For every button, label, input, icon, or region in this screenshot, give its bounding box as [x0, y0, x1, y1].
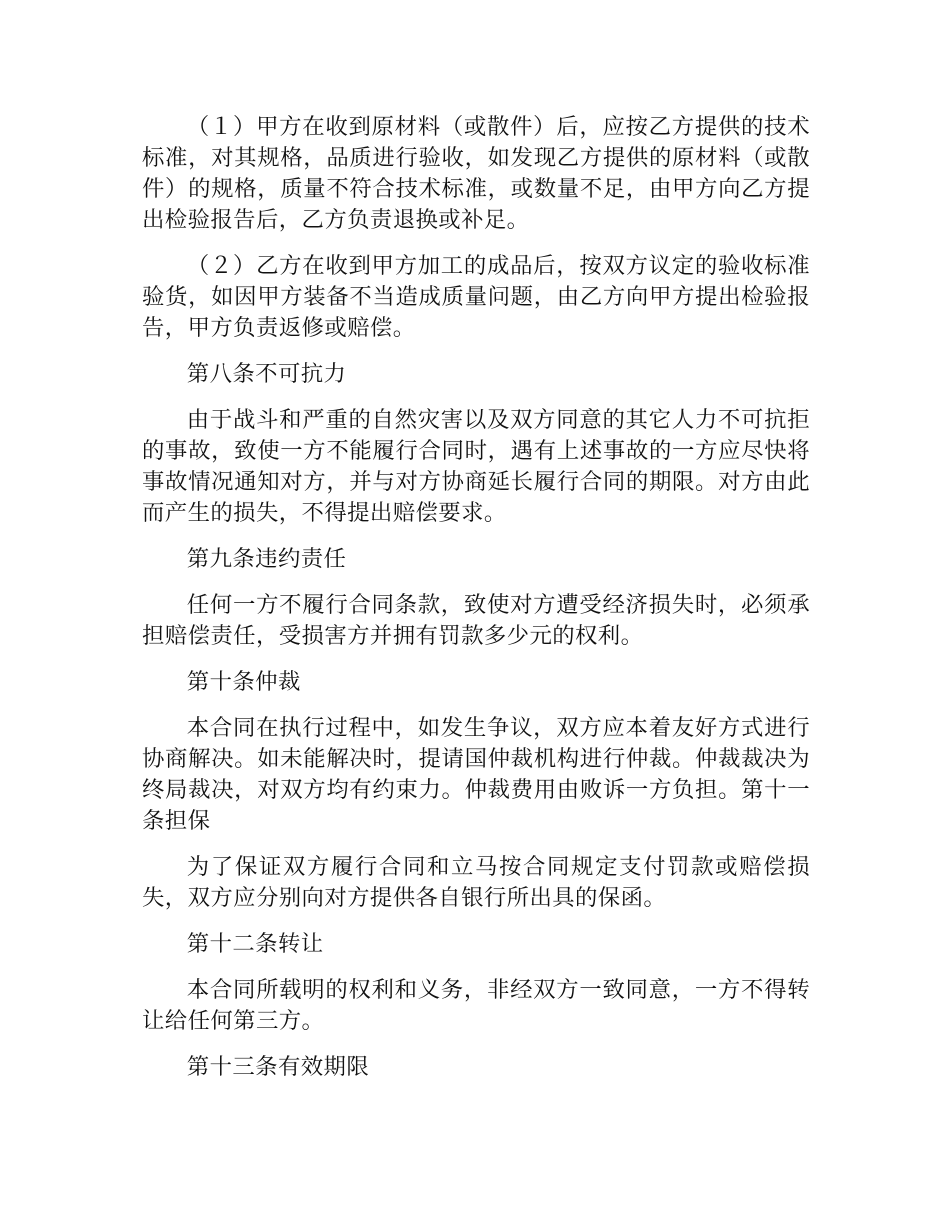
section-heading-transfer: 第十二条转让	[186, 931, 324, 957]
section-heading-liability: 第九条违约责任	[186, 546, 347, 572]
document-page	[142, 112, 810, 1098]
clause-paragraph-liability: 任何一方不履行合同条款，致使对方遭受经济损失时，必须承担赔偿责任，受损害方并拥有罚款多少元的权利。	[142, 592, 810, 649]
clause-paragraph-guarantee: 为了保证双方履行合同和立马按合同规定支付罚款或赔偿损失，双方应分别向对方提供各自银行所出具的保函。	[142, 854, 810, 911]
clause-paragraph-transfer: 本合同所载明的权利和义务，非经双方一致同意，一方不得转让给任何第三方。	[142, 977, 810, 1034]
section-heading-validity: 第十三条有效期限	[186, 1054, 370, 1080]
section-heading-arbitration: 第十条仲裁	[186, 669, 301, 695]
clause-paragraph-force-majeure: 由于战斗和严重的自然灾害以及双方同意的其它人力不可抗拒的事故，致使一方不能履行合同时，遇有上述事故的一方应尽快将事故情况通知对方，并与对方协商延长履行合同的期限。对方由此而产生的损失，不得提出赔偿要求。	[142, 407, 810, 526]
clause-paragraph-inspection-finished-goods: （２）乙方在收到甲方加工的成品后，按双方议定的验收标准验货，如因甲方装备不当造成质量问题，由乙方向甲方提出检验报告，甲方负责返修或赔偿。	[142, 253, 810, 341]
section-heading-force-majeure: 第八条不可抗力	[186, 361, 347, 387]
clause-paragraph-inspection-raw-materials: （１）甲方在收到原材料（或散件）后，应按乙方提供的技术标准，对其规格，品质进行验收，如发现乙方提供的原材料（或散件）的规格，质量不符合技术标准，或数量不足，由甲方向乙方提出检验报告后，乙方负责退换或补足。	[142, 114, 810, 233]
clause-paragraph-arbitration: 本合同在执行过程中，如发生争议，双方应本着友好方式进行协商解决。如未能解决时，提请国仲裁机构进行仲裁。仲裁裁决为终局裁决，对双方均有约束力。仲裁费用由败诉一方负担。第十一条担保	[142, 715, 810, 834]
